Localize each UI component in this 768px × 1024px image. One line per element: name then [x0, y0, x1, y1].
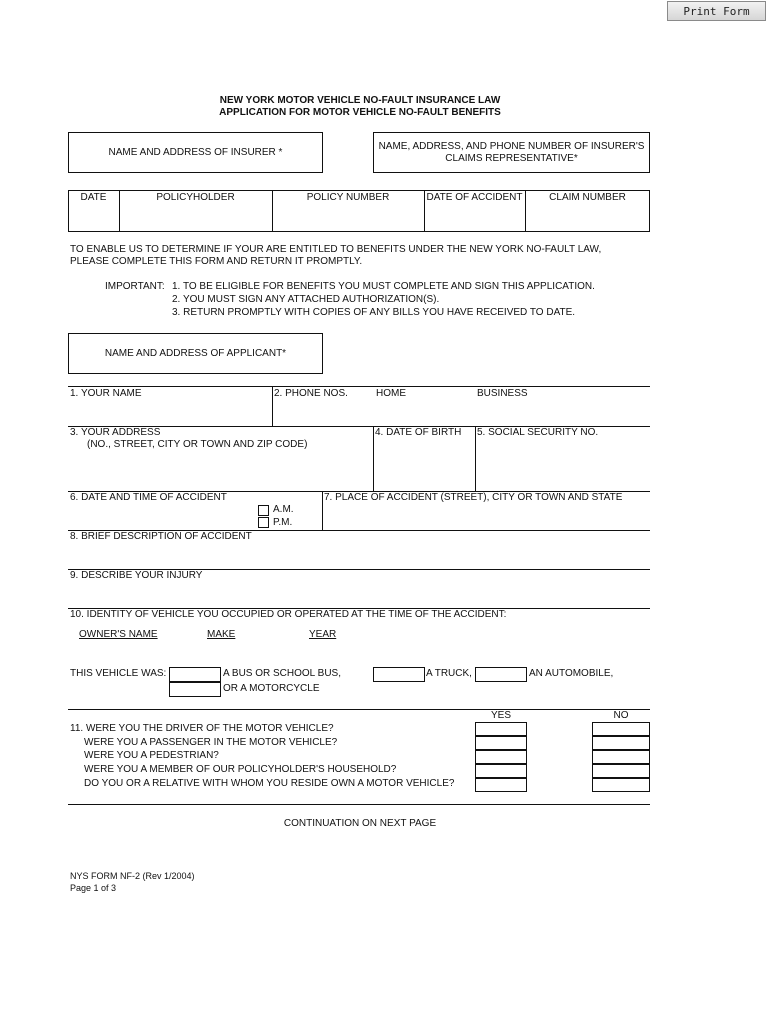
pm-checkbox[interactable] [258, 517, 269, 528]
intro-line1: TO ENABLE US TO DETERMINE IF YOUR ARE ENTITLED TO BENEFITS UNDER THE NEW YORK NO-FAULT LAW, [70, 244, 602, 255]
question-driver: 11. WERE YOU THE DRIVER OF THE MOTOR VEHICLE? [70, 723, 334, 734]
no-checkbox-household[interactable] [592, 764, 650, 778]
policy-table-policy-number[interactable]: POLICY NUMBER [306, 192, 390, 203]
claims-representative-box[interactable] [373, 132, 650, 173]
injury-description-field[interactable]: 9. DESCRIBE YOUR INJURY [70, 570, 203, 581]
important-item-3: 3. RETURN PROMPTLY WITH COPIES OF ANY BILLS YOU HAVE RECEIVED TO DATE. [172, 307, 576, 318]
vehicle-identity-label: 10. IDENTITY OF VEHICLE YOU OCCUPIED OR OPERATED AT THE TIME OF THE ACCIDENT: [70, 609, 507, 620]
phone-field[interactable]: 2. PHONE NOS. [274, 388, 348, 399]
insurer-box[interactable] [68, 132, 323, 173]
print-form-button[interactable]: Print Form [667, 1, 766, 21]
motorcycle-label: OR A MOTORCYCLE [223, 683, 320, 694]
policy-table-date-of-accident[interactable]: DATE OF ACCIDENT [426, 192, 523, 203]
pm-label: P.M. [273, 517, 293, 528]
vehicle-was-label: THIS VEHICLE WAS: [70, 668, 167, 679]
make-field[interactable]: MAKE [207, 629, 236, 640]
yes-checkbox-pedestrian[interactable] [475, 750, 527, 764]
motorcycle-checkbox[interactable] [169, 682, 221, 697]
applicant-box[interactable] [68, 333, 323, 374]
form-subtitle: APPLICATION FOR MOTOR VEHICLE NO-FAULT BENEFITS [219, 107, 501, 118]
page-number: Page 1 of 3 [70, 883, 117, 893]
truck-checkbox[interactable] [373, 667, 425, 682]
no-checkbox-own-vehicle[interactable] [592, 778, 650, 792]
yes-column-header: YES [490, 710, 511, 721]
yes-checkbox-own-vehicle[interactable] [475, 778, 527, 792]
am-label: A.M. [273, 504, 294, 515]
policy-table-policyholder[interactable]: POLICYHOLDER [156, 192, 235, 203]
policy-table-date[interactable]: DATE [80, 192, 107, 203]
question-household: WERE YOU A MEMBER OF OUR POLICYHOLDER'S HOUSEHOLD? [84, 764, 397, 775]
intro-line2: PLEASE COMPLETE THIS FORM AND RETURN IT PROMPTLY. [70, 256, 363, 267]
claims-rep-label-line1: NAME, ADDRESS, AND PHONE NUMBER OF INSURER'S [378, 140, 645, 152]
no-column-header: NO [613, 710, 629, 721]
yes-checkbox-passenger[interactable] [475, 736, 527, 750]
your-name-field[interactable]: 1. YOUR NAME [70, 388, 142, 399]
important-label: IMPORTANT: [105, 281, 165, 292]
truck-label: A TRUCK, [426, 668, 472, 679]
year-field[interactable]: YEAR [309, 629, 337, 640]
yes-checkbox-driver[interactable] [475, 722, 527, 736]
home-phone-label: HOME [376, 388, 406, 399]
social-security-field[interactable]: 5. SOCIAL SECURITY NO. [477, 427, 599, 438]
automobile-label: AN AUTOMOBILE, [529, 668, 614, 679]
bus-label: A BUS OR SCHOOL BUS, [223, 668, 341, 679]
automobile-checkbox[interactable] [475, 667, 527, 682]
accident-date-time-field[interactable]: 6. DATE AND TIME OF ACCIDENT [70, 492, 227, 503]
form-title: NEW YORK MOTOR VEHICLE NO-FAULT INSURANCE LAW [219, 95, 501, 106]
accident-description-field[interactable]: 8. BRIEF DESCRIPTION OF ACCIDENT [70, 531, 252, 542]
yes-checkbox-household[interactable] [475, 764, 527, 778]
continuation-note: CONTINUATION ON NEXT PAGE [283, 818, 437, 829]
owner-name-field[interactable]: OWNER'S NAME [79, 629, 158, 640]
business-phone-label: BUSINESS [477, 388, 528, 399]
important-item-1: 1. TO BE ELIGIBLE FOR BENEFITS YOU MUST COMPLETE AND SIGN THIS APPLICATION. [172, 281, 595, 292]
your-address-sub-label: (NO., STREET, CITY OR TOWN AND ZIP CODE) [87, 439, 308, 450]
am-checkbox[interactable] [258, 505, 269, 516]
bus-checkbox[interactable] [169, 667, 221, 682]
question-own-vehicle: DO YOU OR A RELATIVE WITH WHOM YOU RESIDE OWN A MOTOR VEHICLE? [84, 778, 455, 789]
your-address-field[interactable]: 3. YOUR ADDRESS [70, 427, 161, 438]
no-checkbox-pedestrian[interactable] [592, 750, 650, 764]
claims-rep-label-line2: CLAIMS REPRESENTATIVE* [445, 152, 578, 164]
insurer-box-label: NAME AND ADDRESS OF INSURER * [108, 147, 283, 158]
applicant-box-label: NAME AND ADDRESS OF APPLICANT* [104, 348, 287, 359]
no-checkbox-driver[interactable] [592, 722, 650, 736]
form-number: NYS FORM NF-2 (Rev 1/2004) [70, 871, 195, 881]
question-passenger: WERE YOU A PASSENGER IN THE MOTOR VEHICLE? [84, 737, 338, 748]
place-of-accident-field[interactable]: 7. PLACE OF ACCIDENT (STREET), CITY OR TOWN AND STATE [324, 492, 623, 503]
policy-table-claim-number[interactable]: CLAIM NUMBER [549, 192, 626, 203]
question-pedestrian: WERE YOU A PEDESTRIAN? [84, 750, 219, 761]
date-of-birth-field[interactable]: 4. DATE OF BIRTH [375, 427, 462, 438]
important-item-2: 2. YOU MUST SIGN ANY ATTACHED AUTHORIZATION(S). [172, 294, 440, 305]
no-checkbox-passenger[interactable] [592, 736, 650, 750]
